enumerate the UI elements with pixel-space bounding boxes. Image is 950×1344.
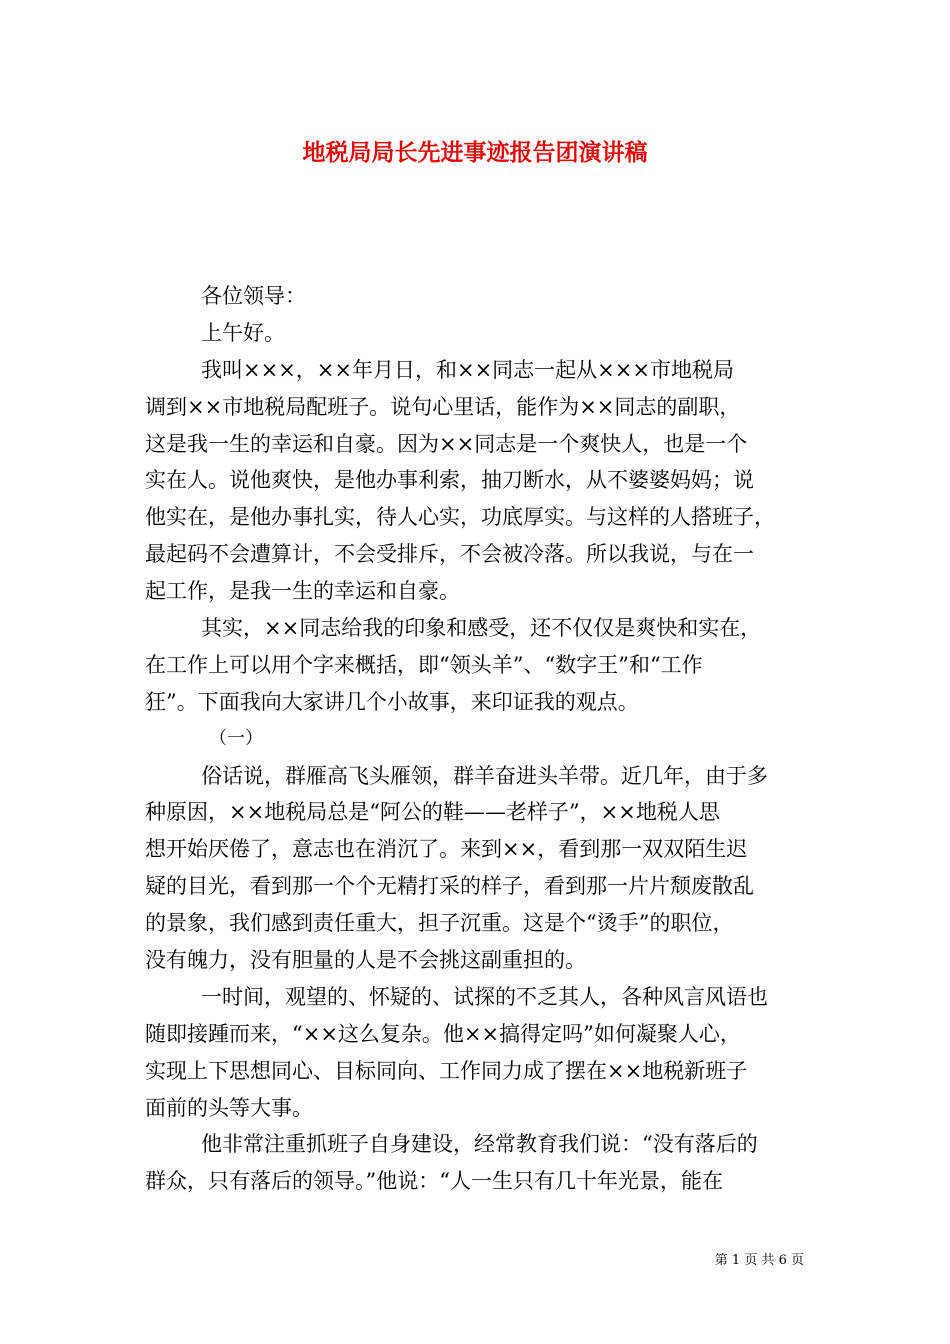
text-line: 他实在，是他办事扎实，待人心实，功底厚实。与这样的人搭班子，	[145, 505, 775, 530]
text-line: 上午好。	[201, 320, 285, 345]
text-line: 一时间，观望的、怀疑的、试探的不乏其人，各种风言风语也	[201, 984, 768, 1009]
text-line: 狂”。下面我向大家讲几个小故事，来印证我的观点。	[145, 689, 639, 714]
text-line: （一）	[209, 727, 263, 749]
document-body	[145, 278, 809, 1200]
text-line: 面前的头等大事。	[145, 1095, 313, 1120]
text-line: 种原因，××地税局总是“阿公的鞋——老样子”，××地税人思	[145, 800, 720, 825]
text-line: 随即接踵而来，“××这么复杂。他××搞得定吗”如何凝聚人心，	[145, 1021, 741, 1046]
text-line: 在工作上可以用个字来概括，即“领头羊”、“数字王”和“工作	[145, 652, 703, 677]
text-line: 其实，××同志给我的印象和感受，还不仅仅是爽快和实在，	[201, 616, 762, 641]
text-line: 起工作，是我一生的幸运和自豪。	[145, 579, 460, 604]
text-line: 俗话说，群雁高飞头雁领，群羊奋进头羊带。近几年，由于多	[201, 763, 768, 788]
page-title: 地税局局长先进事迹报告团演讲稿	[302, 139, 648, 166]
text-line: 群众，只有落后的领导。”他说：“人一生只有几十年光景，能在	[145, 1169, 723, 1194]
text-line: 我叫×××，××年月日，和××同志一起从×××市地税局	[201, 357, 734, 382]
text-line: 调到××市地税局配班子。说句心里话，能作为××同志的副职，	[145, 394, 741, 419]
text-line: 实现上下思想同心、目标同向、工作同力成了摆在××地税新班子	[145, 1058, 748, 1083]
page-number: 第 1 页 共 6 页	[714, 1253, 804, 1268]
text-line: 这是我一生的幸运和自豪。因为××同志是一个爽快人，也是一个	[145, 431, 748, 456]
text-line: 各位领导：	[201, 284, 306, 308]
text-line: 最起码不会遭算计，不会受排斥，不会被冷落。所以我说，与在一	[145, 542, 754, 567]
text-line: 实在人。说他爽快，是他办事利索，抽刀断水，从不婆婆妈妈；说	[145, 468, 754, 493]
text-line: 想开始厌倦了，意志也在消沉了。来到××，看到那一双双陌生迟	[145, 837, 748, 862]
text-line: 疑的目光，看到那一个个无精打采的样子，看到那一片片颓废散乱	[145, 874, 754, 899]
text-line: 他非常注重抓班子自身建设，经常教育我们说：“没有落后的	[201, 1132, 758, 1157]
text-line: 的景象，我们感到责任重大，担子沉重。这是个“烫手”的职位，	[145, 911, 734, 936]
text-line: 没有魄力，没有胆量的人是不会挑这副重担的。	[145, 948, 586, 973]
